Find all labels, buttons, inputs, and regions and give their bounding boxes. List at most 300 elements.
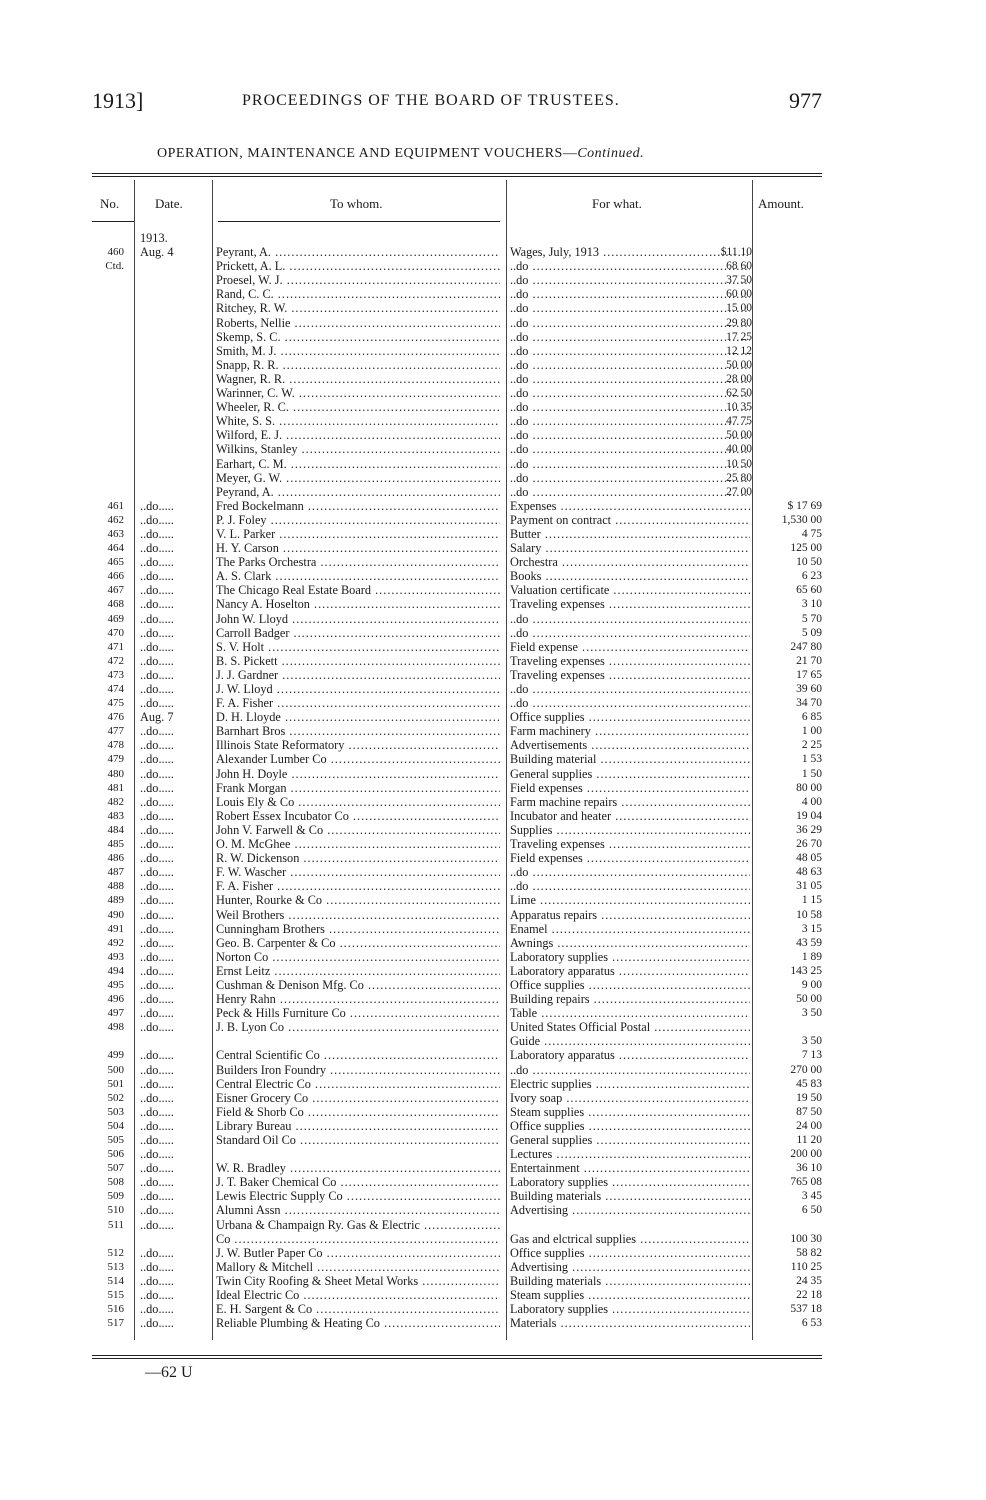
payee-name: John V. Farwell & Co .....: [216, 823, 500, 837]
table-row: [92, 1147, 822, 1161]
voucher-number: 493: [107, 950, 124, 963]
voucher-number: 494: [107, 964, 124, 977]
table-row: [92, 583, 822, 597]
voucher-number: 489: [107, 894, 124, 907]
payee-name: John H. Doyle .....: [216, 767, 500, 781]
payee-name: S. V. Holt .....: [216, 640, 500, 654]
voucher-date: ..do.....: [140, 808, 174, 823]
payment-purpose: ..do .....: [510, 442, 750, 456]
table-row: [92, 1232, 822, 1246]
voucher-number: 487: [107, 866, 124, 879]
payment-purpose: Salary .....: [510, 541, 750, 555]
voucher-date: ..do.....: [140, 1006, 174, 1021]
signature-mark: —62 U: [145, 1364, 193, 1381]
voucher-amount: 5 09: [801, 626, 822, 639]
voucher-amount: 9 00: [801, 978, 822, 991]
payment-purpose: Advertisements .....: [510, 738, 750, 752]
table-row: [92, 597, 822, 611]
voucher-table: [92, 231, 822, 1330]
table-row: [92, 344, 822, 358]
payment-purpose: Entertainment .....: [510, 1161, 750, 1175]
voucher-amount: 26 70: [796, 838, 822, 851]
voucher-number: 470: [107, 626, 124, 639]
voucher-amount: 6 85: [801, 711, 822, 724]
payment-purpose: ..do .....: [510, 330, 750, 344]
table-row: [92, 1006, 822, 1020]
voucher-date: ..do.....: [140, 512, 174, 527]
voucher-amount: 3 50: [801, 1035, 822, 1048]
table-row: [92, 1034, 822, 1048]
voucher-amount: 270 00: [790, 1063, 822, 1076]
voucher-number: 466: [107, 570, 124, 583]
payee-name: The Chicago Real Estate Board .....: [216, 583, 500, 597]
payee-name: F. A. Fisher .....: [216, 879, 500, 893]
payee-name: Wheeler, R. C. .....: [216, 400, 500, 414]
wage-amount: 10 50: [726, 457, 752, 470]
payment-purpose: Field expense .....: [510, 640, 750, 654]
voucher-number: 471: [107, 640, 124, 653]
payee-name: J. B. Lyon Co .....: [216, 1020, 500, 1034]
voucher-amount: 6 50: [801, 1204, 822, 1217]
voucher-number: 491: [107, 922, 124, 935]
payment-purpose: Building materials .....: [510, 1189, 750, 1203]
voucher-amount: 537 18: [790, 1303, 822, 1316]
voucher-date: ..do.....: [140, 794, 174, 809]
voucher-amount: 36 29: [796, 823, 822, 836]
payment-purpose: Enamel .....: [510, 922, 750, 936]
voucher-amount: 31 05: [796, 880, 822, 893]
header-year: 1913]: [92, 88, 144, 113]
voucher-number: 464: [107, 542, 124, 555]
voucher-number: 516: [107, 1303, 124, 1316]
payment-purpose: ..do .....: [510, 428, 750, 442]
payee-name: Peyrant, A. .....: [216, 245, 500, 259]
voucher-number: 473: [107, 668, 124, 681]
table-row: [92, 301, 822, 315]
voucher-amount: 65 60: [796, 584, 822, 597]
voucher-date: ..do.....: [140, 1288, 174, 1303]
payment-purpose: ..do .....: [510, 287, 750, 301]
voucher-amount: 1 53: [801, 753, 822, 766]
voucher-number: 510: [107, 1204, 124, 1217]
payee-name: D. H. Lloyde .....: [216, 710, 500, 724]
payee-name: Henry Rahn .....: [216, 992, 500, 1006]
payee-name: P. J. Foley .....: [216, 513, 500, 527]
voucher-amount: 24 00: [796, 1119, 822, 1132]
table-row: [92, 555, 822, 569]
payment-purpose: ..do .....: [510, 1063, 750, 1077]
voucher-amount: 39 60: [796, 683, 822, 695]
voucher-number: 506: [107, 1148, 124, 1161]
payment-purpose: Laboratory supplies .....: [510, 950, 750, 964]
table-row: [92, 752, 822, 766]
table-row: [92, 1161, 822, 1175]
column-header-to-whom: To whom.: [330, 196, 383, 211]
payment-purpose: ..do .....: [510, 485, 750, 499]
table-row: [92, 823, 822, 837]
voucher-number: 514: [107, 1274, 124, 1287]
payment-purpose: Advertising .....: [510, 1203, 750, 1217]
voucher-date: ..do.....: [140, 837, 174, 852]
table-row: [92, 442, 822, 456]
payee-name: Co .....: [216, 1232, 500, 1246]
payment-purpose: ..do .....: [510, 372, 750, 386]
payee-name: B. S. Pickett .....: [216, 654, 500, 668]
table-row: [92, 992, 822, 1006]
voucher-number: 504: [107, 1119, 124, 1132]
voucher-number: 460: [107, 246, 124, 259]
voucher-number: 462: [107, 513, 124, 526]
voucher-date: ..do.....: [140, 851, 174, 866]
voucher-number: 497: [107, 1007, 124, 1020]
voucher-amount: 6 23: [801, 570, 822, 583]
voucher-number: 465: [107, 556, 124, 569]
payment-purpose: Wages, July, 1913 .....: [510, 245, 750, 259]
payee-name: Smith, M. J. .....: [216, 344, 500, 358]
payee-name: Snapp, R. R. .....: [216, 358, 500, 372]
voucher-amount: 143 25: [790, 964, 822, 977]
table-row: [92, 837, 822, 851]
table-row: [92, 1288, 822, 1302]
voucher-number: 500: [107, 1063, 124, 1076]
voucher-amount: 765 08: [790, 1176, 822, 1189]
payment-purpose: Lectures .....: [510, 1147, 750, 1161]
voucher-amount: 22 18: [796, 1289, 822, 1302]
table-row: [92, 879, 822, 893]
table-row: [92, 668, 822, 682]
table-row: [92, 1246, 822, 1260]
table-row: [92, 781, 822, 795]
payee-name: Skemp, S. C. .....: [216, 330, 500, 344]
top-rule: [92, 173, 822, 174]
voucher-date: ..do.....: [140, 1118, 174, 1133]
table-row: [92, 922, 822, 936]
voucher-amount: 4 75: [801, 527, 822, 540]
voucher-date: ..do.....: [140, 696, 174, 711]
column-header-date: Date.: [155, 196, 183, 211]
payment-purpose: General supplies .....: [510, 1133, 750, 1147]
payment-purpose: Ivory soap .....: [510, 1091, 750, 1105]
voucher-date: ..do.....: [140, 625, 174, 640]
voucher-amount: 24 35: [796, 1274, 822, 1287]
table-row: [92, 1175, 822, 1189]
table-row: [92, 499, 822, 513]
table-row: [92, 414, 822, 428]
voucher-number: 483: [107, 809, 124, 822]
table-row: [92, 809, 822, 823]
payment-purpose: Office supplies .....: [510, 978, 750, 992]
table-row: [92, 1302, 822, 1316]
payee-name: F. W. Wascher .....: [216, 865, 500, 879]
table-row: [92, 865, 822, 879]
voucher-number: 480: [107, 767, 124, 780]
section-title-main: OPERATION, MAINTENANCE AND EQUIPMENT VOUCHERS—: [157, 146, 578, 161]
payment-purpose: Valuation certificate .....: [510, 583, 750, 597]
table-row: [92, 1020, 822, 1034]
voucher-number: 492: [107, 936, 124, 949]
payee-name: Field & Shorb Co .....: [216, 1105, 500, 1119]
wage-amount: 15 00: [726, 302, 752, 315]
table-row: [92, 1133, 822, 1147]
table-row: [92, 908, 822, 922]
running-head: [92, 88, 822, 118]
payment-purpose: Advertising .....: [510, 1260, 750, 1274]
table-row: [92, 612, 822, 626]
voucher-date: ..do.....: [140, 1076, 174, 1091]
table-row: [92, 964, 822, 978]
payment-purpose: Butter .....: [510, 527, 750, 541]
payment-purpose: ..do .....: [510, 259, 750, 273]
voucher-date: ..do.....: [140, 498, 174, 513]
payee-name: J. W. Lloyd .....: [216, 682, 500, 696]
payee-name: Proesel, W. J. .....: [216, 273, 500, 287]
payment-purpose: ..do .....: [510, 457, 750, 471]
voucher-amount: 2 25: [801, 739, 822, 752]
table-row: [92, 1316, 822, 1330]
payee-name: Eisner Grocery Co .....: [216, 1091, 500, 1105]
payee-name: Weil Brothers .....: [216, 908, 500, 922]
voucher-number: 501: [107, 1077, 124, 1090]
wage-amount: 47 75: [726, 415, 752, 428]
wage-amount: $11 10: [720, 246, 752, 259]
voucher-amount: $ 17 69: [787, 499, 822, 512]
table-row: [92, 950, 822, 964]
voucher-number: 517: [107, 1317, 124, 1330]
table-row: [92, 1260, 822, 1274]
voucher-number: 469: [107, 612, 124, 625]
table-row: [92, 710, 822, 724]
payment-purpose: Laboratory supplies .....: [510, 1175, 750, 1189]
payment-purpose: Incubator and heater .....: [510, 809, 750, 823]
column-header-for-what: For what.: [592, 196, 642, 211]
table-row: [92, 287, 822, 301]
payee-name: Builders Iron Foundry .....: [216, 1063, 500, 1077]
section-title: [157, 146, 644, 162]
voucher-amount: 19 50: [796, 1091, 822, 1104]
payee-name: Roberts, Nellie .....: [216, 316, 500, 330]
bottom-rule-inner: [92, 1358, 822, 1359]
voucher-number: 463: [107, 527, 124, 540]
table-row: [92, 428, 822, 442]
table-row: [92, 1274, 822, 1288]
wage-amount: 27 00: [726, 485, 752, 498]
payee-name: Louis Ely & Co .....: [216, 795, 500, 809]
table-row: [92, 330, 822, 344]
table-row: [92, 654, 822, 668]
payment-purpose: Traveling expenses .....: [510, 597, 750, 611]
wage-amount: 50 00: [726, 429, 752, 442]
payment-purpose: United States Official Postal .....: [510, 1020, 750, 1034]
table-row: [92, 273, 822, 287]
table-row: [92, 1119, 822, 1133]
voucher-amount: 43 59: [796, 936, 822, 949]
payee-name: Library Bureau .....: [216, 1119, 500, 1133]
voucher-date: ..do.....: [140, 597, 174, 612]
payment-purpose: Guide .....: [510, 1034, 750, 1048]
payee-name: Cunningham Brothers .....: [216, 922, 500, 936]
payee-name: J. W. Butler Paper Co .....: [216, 1246, 500, 1260]
payment-purpose: ..do .....: [510, 358, 750, 372]
voucher-number: 512: [107, 1246, 124, 1259]
payment-purpose: Field expenses .....: [510, 851, 750, 865]
table-row: [92, 316, 822, 330]
voucher-date: ..do.....: [140, 1245, 174, 1260]
voucher-date: ..do.....: [140, 1147, 174, 1162]
table-row: [92, 1063, 822, 1077]
payee-name: A. S. Clark .....: [216, 569, 500, 583]
voucher-number: 476: [107, 711, 124, 724]
wage-amount: 68 60: [726, 260, 752, 273]
column-header-amount: Amount.: [758, 196, 804, 211]
table-row: [92, 245, 822, 259]
table-row: [92, 738, 822, 752]
payee-name: Ernst Leitz .....: [216, 964, 500, 978]
wage-amount: 40 00: [726, 443, 752, 456]
payee-name: F. A. Fisher .....: [216, 696, 500, 710]
payee-name: Prickett, A. L. .....: [216, 259, 500, 273]
payee-name: J. T. Baker Chemical Co .....: [216, 1175, 500, 1189]
voucher-number: 484: [107, 823, 124, 836]
wage-amount: 28 00: [726, 372, 752, 385]
voucher-date: ..do.....: [140, 653, 174, 668]
payment-purpose: Apparatus repairs .....: [510, 908, 750, 922]
payee-name: Twin City Roofing & Sheet Metal Works .....: [216, 1274, 500, 1288]
voucher-amount: 87 50: [796, 1105, 822, 1118]
voucher-date: ..do.....: [140, 921, 174, 936]
table-row: [92, 231, 822, 245]
voucher-amount: 1,530 00: [781, 513, 822, 526]
voucher-date: ..do.....: [140, 639, 174, 654]
voucher-date: ..do.....: [140, 1316, 174, 1331]
payee-name: Rand, C. C. .....: [216, 287, 500, 301]
payee-name: Earhart, C. M. .....: [216, 457, 500, 471]
table-row: [92, 893, 822, 907]
payment-purpose: Field expenses .....: [510, 781, 750, 795]
voucher-amount: 3 50: [801, 1007, 822, 1020]
voucher-number: 481: [107, 781, 124, 794]
voucher-number: 503: [107, 1105, 124, 1118]
payee-name: Frank Morgan .....: [216, 781, 500, 795]
voucher-number: 485: [107, 838, 124, 851]
table-row: [92, 485, 822, 499]
table-row: [92, 527, 822, 541]
payment-purpose: ..do .....: [510, 301, 750, 315]
payment-purpose: Farm machinery .....: [510, 724, 750, 738]
voucher-number: 505: [107, 1134, 124, 1146]
table-row: [92, 358, 822, 372]
page-number: 977: [789, 88, 822, 113]
voucher-date: ..do.....: [140, 526, 174, 541]
voucher-amount: 11 20: [796, 1134, 822, 1146]
payee-name: Wilford, E. J. .....: [216, 428, 500, 442]
payment-purpose: ..do .....: [510, 696, 750, 710]
payee-name: E. H. Sargent & Co .....: [216, 1302, 500, 1316]
payment-purpose: ..do .....: [510, 865, 750, 879]
payee-name: Geo. B. Carpenter & Co .....: [216, 936, 500, 950]
voucher-date: ..do.....: [140, 893, 174, 908]
voucher-amount: 6 53: [801, 1317, 822, 1330]
payment-purpose: General supplies .....: [510, 767, 750, 781]
voucher-date: Aug. 4: [140, 245, 174, 260]
payment-purpose: ..do .....: [510, 344, 750, 358]
table-row: [92, 767, 822, 781]
payee-name: Peyrand, A. .....: [216, 485, 500, 499]
voucher-date: ..do.....: [140, 935, 174, 950]
payment-purpose: Supplies .....: [510, 823, 750, 837]
voucher-date: ..do.....: [140, 949, 174, 964]
voucher-date: ..do.....: [140, 1217, 174, 1232]
voucher-amount: 1 15: [801, 894, 822, 907]
payee-name: Wilkins, Stanley .....: [216, 442, 500, 456]
wage-amount: 29 80: [726, 316, 752, 329]
payment-purpose: Farm machine repairs .....: [510, 795, 750, 809]
table-row: [92, 1189, 822, 1203]
voucher-date: Aug. 7: [140, 710, 174, 725]
voucher-number: 468: [107, 598, 124, 611]
voucher-date: ..do.....: [140, 611, 174, 626]
voucher-amount: 1 50: [801, 767, 822, 780]
voucher-amount: 36 10: [796, 1162, 822, 1175]
payment-purpose: Steam supplies .....: [510, 1288, 750, 1302]
voucher-number: 474: [107, 683, 124, 695]
payment-purpose: Traveling expenses .....: [510, 668, 750, 682]
payee-name: R. W. Dickenson .....: [216, 851, 500, 865]
wage-amount: 10 35: [726, 401, 752, 414]
voucher-date: ..do.....: [140, 583, 174, 598]
table-row: [92, 513, 822, 527]
voucher-amount: 10 58: [796, 908, 822, 921]
payment-purpose: Office supplies .....: [510, 1246, 750, 1260]
payment-purpose: Office supplies .....: [510, 1119, 750, 1133]
voucher-amount: 247 80: [790, 640, 822, 653]
voucher-number: 515: [107, 1289, 124, 1302]
payee-name: Peck & Hills Furniture Co .....: [216, 1006, 500, 1020]
voucher-date: ..do.....: [140, 977, 174, 992]
voucher-amount: 21 70: [796, 654, 822, 667]
wage-amount: 17 25: [726, 330, 752, 343]
voucher-number: 472: [107, 654, 124, 667]
voucher-number: 475: [107, 697, 124, 710]
voucher-number: 479: [107, 753, 124, 766]
voucher-number: Ctd.: [105, 260, 124, 273]
payment-purpose: Lime .....: [510, 893, 750, 907]
voucher-amount: 3 45: [801, 1190, 822, 1203]
payment-purpose: Books .....: [510, 569, 750, 583]
wage-amount: 12 12: [726, 344, 752, 357]
payee-name: The Parks Orchestra .....: [216, 555, 500, 569]
payee-name: Alumni Assn .....: [216, 1203, 500, 1217]
payment-purpose: Steam supplies .....: [510, 1105, 750, 1119]
voucher-amount: 3 15: [801, 922, 822, 935]
payee-name: Urbana & Champaign Ry. Gas & Electric .....: [216, 1218, 500, 1232]
voucher-amount: 58 82: [796, 1246, 822, 1259]
voucher-amount: 48 05: [796, 852, 822, 865]
voucher-amount: 19 04: [796, 809, 822, 822]
voucher-number: 496: [107, 993, 124, 1006]
voucher-date: ..do.....: [140, 1189, 174, 1204]
voucher-number: 495: [107, 978, 124, 991]
payment-purpose: Building material .....: [510, 752, 750, 766]
payee-name: W. R. Bradley .....: [216, 1161, 500, 1175]
table-row: [92, 457, 822, 471]
payment-purpose: ..do .....: [510, 273, 750, 287]
voucher-number: 482: [107, 795, 124, 808]
table-row: [92, 386, 822, 400]
voucher-number: 478: [107, 739, 124, 752]
payment-purpose: ..do .....: [510, 400, 750, 414]
payee-name: Hunter, Rourke & Co .....: [216, 893, 500, 907]
payee-name: Nancy A. Hoselton .....: [216, 597, 500, 611]
